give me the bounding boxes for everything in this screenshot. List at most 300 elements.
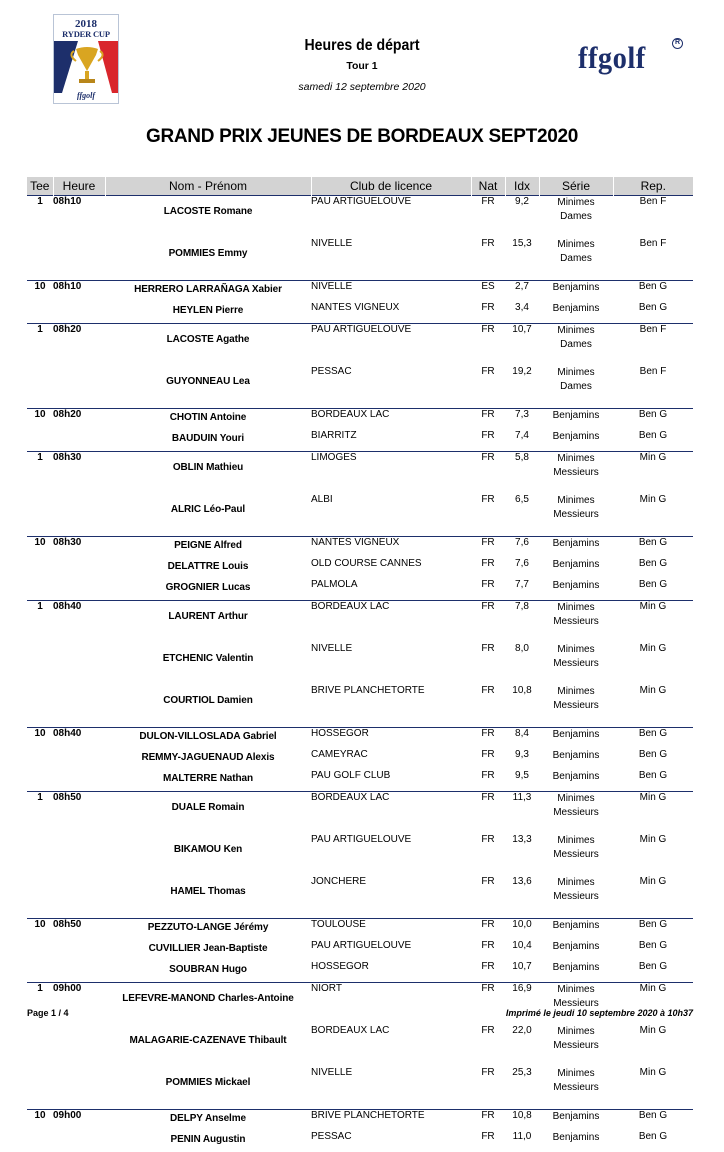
rep-cell: Ben G [638, 430, 668, 441]
serie-line: Messieurs [553, 616, 599, 627]
nat-cell: FR [471, 601, 505, 644]
tee-cell: 10 [27, 281, 53, 303]
idx-cell: 7,3 [505, 409, 539, 431]
serie-cell [539, 940, 613, 961]
player-name: HAMEL Thomas [170, 886, 246, 897]
serie-cell [539, 238, 613, 281]
club-cell: BORDEAUX LAC [311, 792, 471, 835]
tee-cell: 10 [27, 409, 53, 431]
time-cell: 09h00 [53, 1110, 105, 1132]
club-cell: PAU ARTIGUELOUVE [311, 324, 471, 367]
nat-cell: FR [481, 834, 495, 845]
tee-cell [27, 238, 53, 281]
tee-cell [27, 1067, 53, 1110]
time-cell [53, 961, 105, 983]
player-name: LEFEVRE-MANOND Charles-Antoine [105, 983, 311, 1026]
ffgolf-logo: ffgolf [578, 40, 646, 75]
table-row [27, 749, 693, 770]
time-cell [53, 430, 105, 452]
serie-cell [539, 728, 613, 750]
col-rep: Rep. [613, 177, 693, 196]
serie-cell [539, 834, 613, 876]
serie-line: Benjamins [552, 282, 600, 293]
idx-cell: 7,7 [515, 579, 529, 590]
player-name: CHOTIN Antoine [105, 409, 311, 431]
nat-cell: FR [481, 366, 495, 377]
rep-cell: Ben G [638, 770, 668, 781]
rep-cell: Ben G [638, 940, 668, 951]
nat-cell: FR [481, 494, 495, 505]
serie-line: Messieurs [553, 891, 599, 902]
rep-cell: Ben G [638, 749, 668, 760]
serie-line: Benjamins [552, 941, 600, 952]
table-row [27, 940, 693, 961]
serie-cell [539, 961, 613, 983]
nat-cell: FR [481, 1067, 495, 1078]
idx-cell: 8,4 [505, 728, 539, 750]
idx-cell: 10,8 [505, 1110, 539, 1132]
idx-cell: 10,0 [505, 919, 539, 941]
serie-line: Messieurs [553, 807, 599, 818]
club-cell: NIVELLE [311, 643, 353, 654]
idx-cell: 6,5 [515, 494, 529, 505]
rep-cell: Min G [639, 876, 667, 887]
rep-cell: Ben G [638, 961, 668, 972]
table-row [27, 919, 693, 941]
tee-cell: 1 [27, 601, 53, 644]
table-row [27, 1025, 693, 1067]
club-cell: JONCHERE [311, 876, 367, 887]
time-cell [53, 770, 105, 792]
club-cell: BORDEAUX LAC [311, 601, 471, 644]
serie-line: Minimes [557, 453, 595, 464]
serie-line: Dames [560, 211, 592, 222]
player-name: GROGNIER Lucas [165, 582, 251, 593]
tee-cell [27, 834, 53, 876]
table-row [27, 409, 693, 431]
time-cell: 08h50 [53, 919, 105, 941]
tee-cell [27, 770, 53, 792]
player-name: PENIN Augustin [170, 1134, 246, 1145]
nat-cell: FR [471, 792, 505, 835]
idx-cell: 2,7 [505, 281, 539, 303]
table-row [27, 238, 693, 281]
serie-cell [539, 558, 613, 579]
rep-cell: Ben G [613, 919, 693, 941]
serie-cell [539, 281, 613, 303]
time-cell: 09h00 [53, 983, 105, 1026]
table-row [27, 876, 693, 919]
player-name: PEIGNE Alfred [105, 537, 311, 559]
idx-cell: 3,4 [515, 302, 529, 313]
tee-cell [27, 876, 53, 919]
club-cell: PAU ARTIGUELOUVE [311, 196, 471, 239]
club-cell: PALMOLA [311, 579, 358, 590]
serie-line: Minimes [557, 367, 595, 378]
tee-cell [27, 579, 53, 601]
table-row [27, 983, 693, 1026]
tee-times-table [27, 177, 693, 1152]
time-cell [53, 643, 105, 685]
player-name: SOUBRAN Hugo [169, 964, 247, 975]
table-row [27, 579, 693, 601]
table-row [27, 494, 693, 537]
tee-cell: 1 [27, 792, 53, 835]
idx-cell: 8,0 [515, 643, 529, 654]
page-title: Heures de départ [304, 37, 420, 54]
time-cell [53, 1131, 105, 1152]
time-cell [53, 238, 105, 281]
tee-cell: 10 [27, 537, 53, 559]
serie-cell [539, 983, 613, 1026]
idx-cell: 10,7 [512, 961, 532, 972]
rep-cell: Ben G [613, 1110, 693, 1132]
serie-cell [539, 409, 613, 431]
rep-cell: Min G [639, 834, 667, 845]
tee-cell: 1 [27, 324, 53, 367]
player-name: COURTIOL Damien [163, 695, 253, 706]
player-name: POMMIES Mickael [165, 1077, 251, 1088]
serie-line: Messieurs [553, 998, 599, 1009]
table-header [27, 177, 693, 196]
round-label: Tour 1 [346, 60, 378, 72]
table-row [27, 792, 693, 835]
table-row [27, 302, 693, 324]
club-cell: ALBI [311, 494, 333, 505]
club-cell: NANTES VIGNEUX [311, 302, 400, 313]
nat-cell: FR [471, 409, 505, 431]
player-name: ETCHENIC Valentin [162, 653, 254, 664]
time-cell: 08h40 [53, 601, 105, 644]
tee-cell [27, 1025, 53, 1067]
club-cell: OLD COURSE CANNES [311, 558, 422, 569]
tee-cell [27, 685, 53, 728]
serie-line: Minimes [557, 239, 595, 250]
tee-cell [27, 1131, 53, 1152]
tee-cell [27, 366, 53, 409]
table-row [27, 196, 693, 239]
time-cell: 08h50 [53, 792, 105, 835]
rep-cell: Min G [639, 494, 667, 505]
serie-line: Messieurs [553, 1040, 599, 1051]
nat-cell: FR [471, 983, 505, 1026]
table-row [27, 834, 693, 876]
table-row [27, 685, 693, 728]
serie-line: Minimes [557, 984, 595, 995]
col-tee: Tee [27, 177, 53, 196]
serie-line: Benjamins [552, 1132, 600, 1143]
serie-line: Messieurs [553, 700, 599, 711]
tee-cell: 10 [27, 919, 53, 941]
nat-cell: FR [481, 770, 495, 781]
serie-cell [539, 749, 613, 770]
time-cell: 08h30 [53, 452, 105, 495]
player-name: DULON-VILLOSLADA Gabriel [105, 728, 311, 750]
player-name: BIKAMOU Ken [173, 844, 243, 855]
serie-line: Minimes [557, 793, 595, 804]
club-cell: PAU GOLF CLUB [311, 770, 391, 781]
serie-line: Benjamins [552, 559, 600, 570]
serie-line: Dames [560, 381, 592, 392]
player-name: GUYONNEAU Lea [166, 376, 250, 387]
nat-cell: FR [481, 1025, 495, 1036]
serie-line: Minimes [557, 495, 595, 506]
club-cell: LIMOGES [311, 452, 471, 495]
col-nat: Nat [471, 177, 505, 196]
player-name: HERRERO LARRAÑAGA Xabier [105, 281, 311, 303]
idx-cell: 9,3 [515, 749, 529, 760]
serie-cell [539, 919, 613, 941]
club-cell: BRIVE PLANCHETORTE [311, 685, 425, 696]
time-cell [53, 558, 105, 579]
idx-cell: 13,3 [512, 834, 532, 845]
table-row [27, 961, 693, 983]
idx-cell: 7,6 [505, 537, 539, 559]
serie-line: Benjamins [552, 750, 600, 761]
rep-cell: Min G [613, 792, 693, 835]
tee-cell: 10 [27, 1110, 53, 1132]
time-cell: 08h20 [53, 409, 105, 431]
serie-line: Benjamins [552, 431, 600, 442]
club-cell: TOULOUSE [311, 919, 471, 941]
nat-cell: FR [471, 728, 505, 750]
event-title: GRAND PRIX JEUNES DE BORDEAUX SEPT2020 [145, 126, 579, 147]
idx-cell: 22,0 [512, 1025, 532, 1036]
rep-cell: Min G [613, 452, 693, 495]
club-cell: NIVELLE [311, 281, 471, 303]
table-row [27, 1067, 693, 1110]
rep-cell: Ben F [639, 238, 667, 249]
time-cell: 08h10 [53, 196, 105, 239]
player-name: MALTERRE Nathan [163, 773, 253, 784]
serie-line: Benjamins [552, 920, 600, 931]
idx-cell: 19,2 [512, 366, 532, 377]
player-name: LAURENT Arthur [105, 601, 311, 644]
player-name: POMMIES Emmy [168, 248, 248, 259]
tee-cell: 1 [27, 196, 53, 239]
serie-line: Messieurs [553, 509, 599, 520]
time-cell [53, 749, 105, 770]
rep-cell: Ben F [613, 324, 693, 367]
idx-cell: 10,8 [512, 685, 532, 696]
nat-cell: FR [471, 1110, 505, 1132]
time-cell: 08h40 [53, 728, 105, 750]
idx-cell: 13,6 [512, 876, 532, 887]
rep-cell: Ben G [613, 409, 693, 431]
serie-cell [539, 324, 613, 367]
serie-line: Benjamins [552, 538, 600, 549]
serie-line: Dames [560, 339, 592, 350]
table-row [27, 452, 693, 495]
nat-cell: FR [471, 537, 505, 559]
logo-event: RYDER CUP [62, 29, 110, 39]
serie-cell [539, 876, 613, 919]
player-name: DELATTRE Louis [167, 561, 249, 572]
serie-line: Minimes [557, 197, 595, 208]
registered-icon: R [672, 38, 683, 49]
player-name: OBLIN Mathieu [105, 452, 311, 495]
col-nom: Nom - Prénom [105, 177, 311, 196]
player-name: ALRIC Léo-Paul [170, 504, 246, 515]
serie-line: Minimes [557, 686, 595, 697]
table-row [27, 601, 693, 644]
nat-cell: FR [471, 452, 505, 495]
time-cell [53, 579, 105, 601]
idx-cell: 9,2 [505, 196, 539, 239]
rep-cell: Ben F [613, 196, 693, 239]
time-cell [53, 1067, 105, 1110]
nat-cell: FR [481, 558, 495, 569]
table-row [27, 643, 693, 685]
table-row [27, 281, 693, 303]
time-cell [53, 940, 105, 961]
serie-cell [539, 366, 613, 409]
player-name: CUVILLIER Jean-Baptiste [148, 943, 268, 954]
serie-cell [539, 196, 613, 239]
serie-line: Messieurs [553, 467, 599, 478]
time-cell: 08h10 [53, 281, 105, 303]
table-row [27, 770, 693, 792]
table-row [27, 1131, 693, 1152]
tee-cell [27, 494, 53, 537]
nat-cell: FR [471, 324, 505, 367]
col-club: Club de licence [311, 177, 471, 196]
idx-cell: 11,0 [512, 1131, 532, 1142]
tee-cell [27, 643, 53, 685]
logo-year: 2018 [75, 18, 97, 30]
nat-cell: FR [481, 238, 495, 249]
serie-line: Minimes [557, 1068, 595, 1079]
rep-cell: Min G [639, 685, 667, 696]
time-cell [53, 876, 105, 919]
tee-cell [27, 961, 53, 983]
serie-cell [539, 685, 613, 728]
tee-cell [27, 940, 53, 961]
idx-cell: 9,5 [515, 770, 529, 781]
nat-cell: FR [481, 940, 495, 951]
nat-cell: FR [481, 749, 495, 760]
serie-line: Benjamins [552, 303, 600, 314]
table-row [27, 430, 693, 452]
table-row [27, 558, 693, 579]
idx-cell: 10,7 [505, 324, 539, 367]
serie-cell [539, 643, 613, 685]
serie-cell [539, 1025, 613, 1067]
player-name: DUALE Romain [105, 792, 311, 835]
serie-line: Messieurs [553, 658, 599, 669]
rep-cell: Ben F [639, 366, 667, 377]
col-serie: Série [539, 177, 613, 196]
nat-cell: FR [481, 643, 495, 654]
serie-line: Minimes [557, 1026, 595, 1037]
player-name: BAUDUIN Youri [171, 433, 245, 444]
serie-line: Messieurs [553, 849, 599, 860]
event-date: samedi 12 septembre 2020 [298, 81, 426, 93]
club-cell: NIVELLE [311, 1067, 353, 1078]
club-cell: NANTES VIGNEUX [311, 537, 471, 559]
serie-line: Benjamins [552, 410, 600, 421]
serie-cell [539, 579, 613, 601]
nat-cell: FR [481, 1131, 495, 1142]
tee-cell [27, 558, 53, 579]
time-cell: 08h30 [53, 537, 105, 559]
serie-cell [539, 1110, 613, 1132]
serie-cell [539, 430, 613, 452]
rep-cell: Min G [639, 1025, 667, 1036]
rep-cell: Min G [613, 601, 693, 644]
player-name: DELPY Anselme [105, 1110, 311, 1132]
serie-cell [539, 452, 613, 495]
nat-cell: FR [481, 961, 495, 972]
serie-line: Benjamins [552, 1111, 600, 1122]
tee-cell: 1 [27, 452, 53, 495]
idx-cell: 5,8 [505, 452, 539, 495]
serie-cell [539, 770, 613, 792]
serie-line: Minimes [557, 877, 595, 888]
rep-cell: Ben G [613, 537, 693, 559]
time-cell [53, 685, 105, 728]
idx-cell: 7,6 [515, 558, 529, 569]
tee-cell [27, 749, 53, 770]
club-cell: HOSSEGOR [311, 961, 369, 972]
serie-line: Messieurs [553, 1082, 599, 1093]
serie-line: Benjamins [552, 729, 600, 740]
nat-cell: FR [471, 196, 505, 239]
time-cell [53, 834, 105, 876]
serie-line: Minimes [557, 835, 595, 846]
serie-line: Benjamins [552, 771, 600, 782]
serie-line: Benjamins [552, 580, 600, 591]
club-cell: NIORT [311, 983, 471, 1026]
time-cell [53, 366, 105, 409]
nat-cell: FR [481, 579, 495, 590]
club-cell: HOSSEGOR [311, 728, 471, 750]
idx-cell: 16,9 [505, 983, 539, 1026]
table-row [27, 537, 693, 559]
serie-line: Dames [560, 253, 592, 264]
club-cell: BRIVE PLANCHETORTE [311, 1110, 471, 1132]
page-number: Page 1 / 4 [27, 1008, 69, 1018]
player-name: REMMY-JAGUENAUD Alexis [141, 752, 275, 763]
print-date: Imprimé le jeudi 10 septembre 2020 à 10h37 [505, 1008, 693, 1018]
serie-line: Minimes [557, 602, 595, 613]
time-cell [53, 1025, 105, 1067]
idx-cell: 10,4 [512, 940, 532, 951]
serie-line: Minimes [557, 325, 595, 336]
table-row [27, 728, 693, 750]
player-name: PEZZUTO-LANGE Jérémy [105, 919, 311, 941]
club-cell: PAU ARTIGUELOUVE [311, 834, 412, 845]
club-cell: PAU ARTIGUELOUVE [311, 940, 412, 951]
rep-cell: Min G [639, 643, 667, 654]
nat-cell: FR [481, 302, 495, 313]
player-name: LACOSTE Agathe [105, 324, 311, 367]
time-cell [53, 302, 105, 324]
serie-cell [539, 537, 613, 559]
col-heure: Heure [53, 177, 105, 196]
col-idx: Idx [505, 177, 539, 196]
serie-cell [539, 494, 613, 537]
club-cell: CAMEYRAC [311, 749, 368, 760]
time-cell: 08h20 [53, 324, 105, 367]
club-cell: BORDEAUX LAC [311, 409, 471, 431]
serie-cell [539, 1067, 613, 1110]
serie-cell [539, 1131, 613, 1152]
idx-cell: 25,3 [512, 1067, 532, 1078]
serie-cell [539, 792, 613, 835]
idx-cell: 7,8 [505, 601, 539, 644]
player-name: MALAGARIE-CAZENAVE Thibault [129, 1035, 287, 1046]
